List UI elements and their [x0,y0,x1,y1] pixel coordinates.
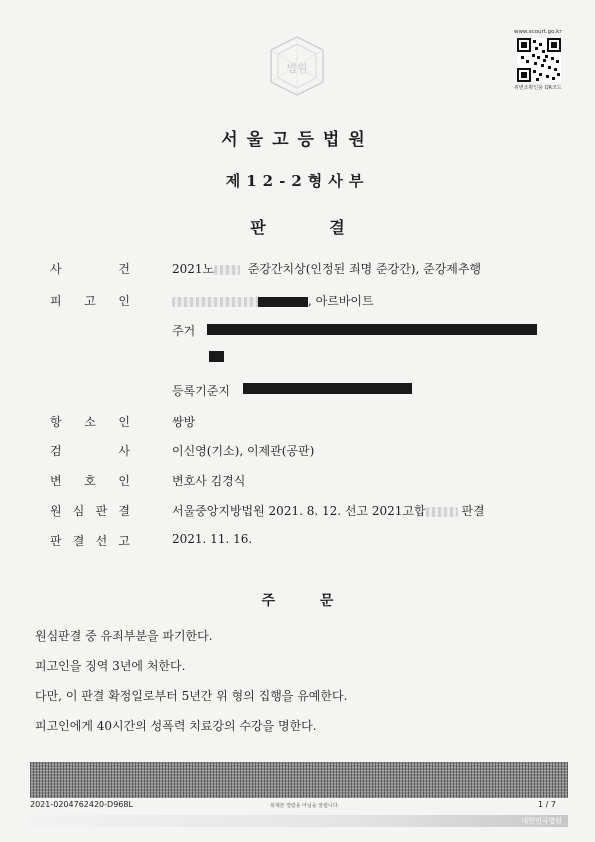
redaction-blur [172,297,258,307]
address-label: 주거 [172,324,196,338]
original-judgment-label: 원 심 판 결 [50,504,130,518]
division-name: 제12-2형사부 [225,172,370,190]
emblem-label: 법원 [286,62,308,75]
security-barcode [30,762,568,798]
case-value [172,260,481,277]
redaction-bar [258,297,308,307]
address-redaction [207,324,537,335]
order-title: 주 문 [261,593,334,609]
judgment-date-value: 2021. 11. 16. [172,532,253,546]
original-judgment-value [172,502,485,519]
appellant-value: 쌍방 [172,415,196,429]
address-redaction-2 [209,351,224,362]
footer-bar [30,815,568,827]
redaction-blur [214,265,240,275]
order-line: 피고인에게 40시간의 성폭력 치료강의 수강을 명한다. [35,719,317,733]
defendant-value [172,292,374,309]
case-label: 사 건 [50,262,130,276]
document-id: 2021-0204762420-D968L [30,800,133,809]
court-name: 서울고등법원 [221,130,374,150]
qr-url: www.scourt.go.kr [514,29,562,35]
redaction-blur [426,507,458,517]
judgment-date-label: 판 결 선 고 [50,534,130,548]
appellant-label: 항 소 인 [50,415,130,429]
defendant-label: 피 고 인 [50,294,130,308]
prosecutor-label: 검 사 [50,444,130,458]
original-judgment-suffix: 판결 [461,504,485,518]
defendant-occupation: , 아르바이트 [308,294,374,308]
order-line: 다만, 이 판결 확정일로부터 5년간 위 형의 집행을 유예한다. [35,689,348,703]
prosecutor-value: 이신영(기소), 이제관(공판) [172,444,315,458]
case-charge: 준강간치상(인정된 죄명 준강간), 준강제추행 [247,262,482,276]
counsel-label: 변 호 인 [50,474,130,488]
copy-notice: 복제본 열람용 아님을 알립니다. [270,803,340,809]
court-watermark: 대한민국법원 [521,817,562,825]
order-line: 피고인을 징역 3년에 처한다. [35,659,186,673]
registration-label: 등록기준지 [172,384,230,398]
order-line: 원심판결 중 유죄부분을 파기한다. [35,629,213,643]
case-number: 2021노 [172,262,215,276]
original-judgment-text: 서울중앙지방법원 2021. 8. 12. 선고 2021고합 [172,504,426,518]
court-emblem [265,34,329,98]
counsel-value: 변호사 김경식 [172,474,246,488]
qr-caption: 위변조확인용 QR코드 [514,85,562,91]
registration-redaction [243,383,412,394]
qr-code-icon[interactable] [517,38,561,82]
page-number: 1 / 7 [538,800,556,809]
document-title: 판 결 [250,218,345,237]
